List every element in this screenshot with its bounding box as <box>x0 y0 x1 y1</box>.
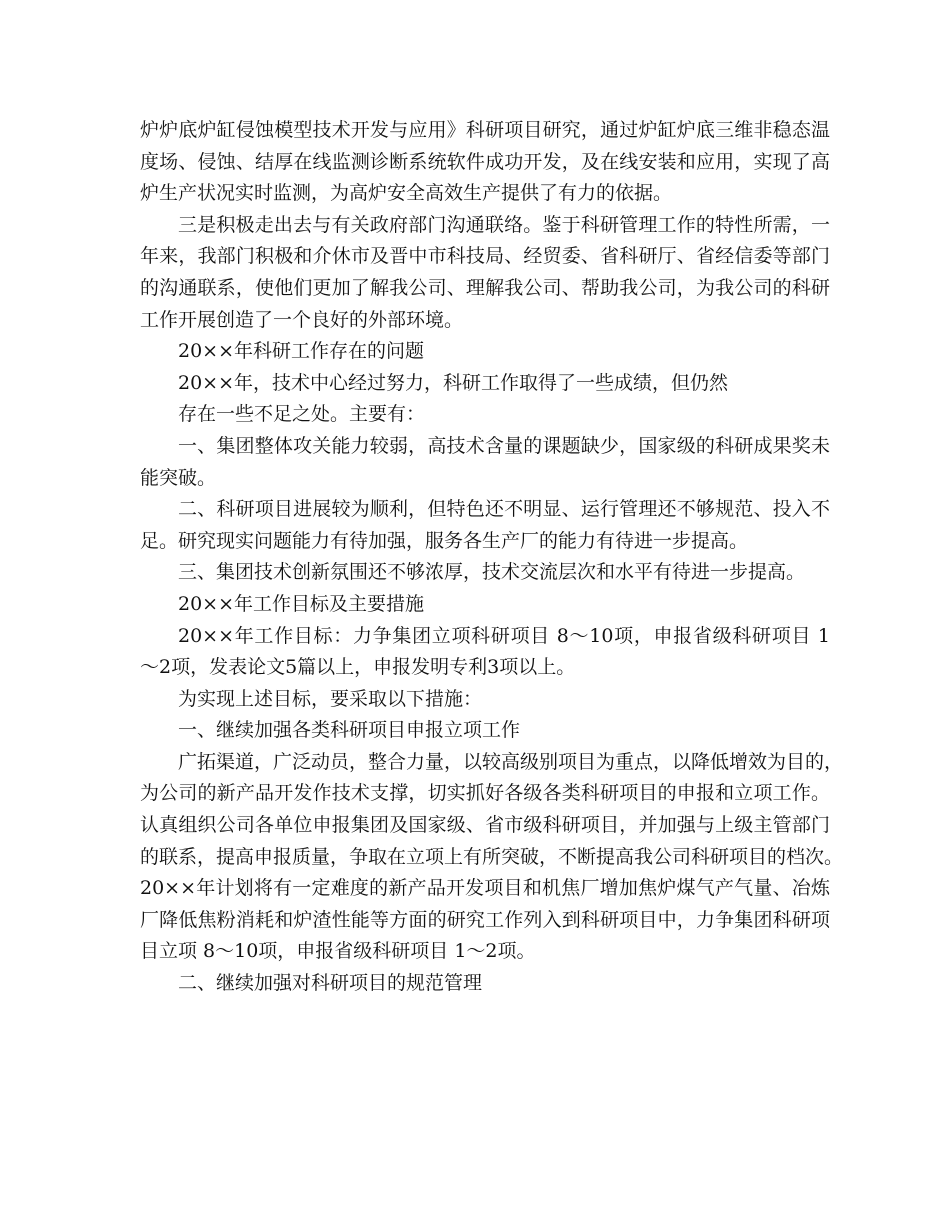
section-heading: 二、继续加强对科研项目的规范管理 <box>178 972 483 995</box>
text-line: 厂降低焦粉消耗和炉渣性能等方面的研究工作列入到科研项目中，力争集团科研项 <box>140 908 830 931</box>
text-line: 为公司的新产品开发作技术支撑，切实抓好各级各类科研项目的申报和立项工作。 <box>140 782 830 805</box>
text-line: 年来，我部门积极和介休市及晋中市科技局、经贸委、省科研厅、省经信委等部门 <box>140 245 830 268</box>
text-line: 足。研究现实问题能力有待加强，服务各生产厂的能力有待进一步提高。 <box>140 529 749 552</box>
section-heading: 20××年工作目标及主要措施 <box>178 592 425 615</box>
text-line: 能突破。 <box>140 466 217 489</box>
text-line: 广拓渠道，广泛动员，整合力量，以较高级别项目为重点，以降低增效为目的， <box>178 750 844 773</box>
text-line: 的联系，提高申报质量，争取在立项上有所突破，不断提高我公司科研项目的档次。 <box>140 845 844 868</box>
text-line: 二、科研项目进展较为顺利，但特色还不明显、运行管理还不够规范、投入不 <box>178 498 830 521</box>
section-heading: 20××年科研工作存在的问题 <box>178 340 425 363</box>
text-line: ～2项，发表论文5篇以上，申报发明专利3项以上。 <box>140 656 576 679</box>
text-line: 20××年，技术中心经过努力，科研工作取得了一些成绩，但仍然 <box>178 371 729 394</box>
section-heading: 一、继续加强各类科研项目申报立项工作 <box>178 719 521 742</box>
text-line: 目立项 8～10项，申报省级科研项目 1～2项。 <box>140 940 536 963</box>
text-line: 炉炉底炉缸侵蚀模型技术开发与应用》科研项目研究，通过炉缸炉底三维非稳态温 <box>140 119 830 141</box>
text-line: 认真组织公司各单位申报集团及国家级、省市级科研项目，并加强与上级主管部门 <box>140 814 830 837</box>
text-line: 三是积极走出去与有关政府部门沟通联络。鉴于科研管理工作的特性所需，一 <box>178 213 830 236</box>
text-line: 度场、侵蚀、结厚在线监测诊断系统软件成功开发，及在线安装和应用，实现了高 <box>140 150 830 173</box>
text-line: 的沟通联系，使他们更加了解我公司、理解我公司、帮助我公司，为我公司的科研 <box>140 276 830 299</box>
text-line: 工作开展创造了一个良好的外部环境。 <box>140 308 464 331</box>
text-line: 为实现上述目标，要采取以下措施： <box>178 687 483 710</box>
text-line: 三、集团技术创新氛围还不够浓厚，技术交流层次和水平有待进一步提高。 <box>178 561 806 584</box>
document-body <box>140 115 844 1000</box>
text-line: 炉生产状况实时监测，为高炉安全高效生产提供了有力的依据。 <box>140 182 673 205</box>
text-line: 20××年计划将有一定难度的新产品开发项目和机焦厂增加焦炉煤气产气量、冶炼 <box>140 877 830 900</box>
text-line: 一、集团整体攻关能力较弱，高技术含量的课题缺少，国家级的科研成果奖未 <box>178 434 830 457</box>
text-line: 20××年工作目标：力争集团立项科研项目 8～10项，申报省级科研项目 1 <box>178 624 830 647</box>
text-line: 存在一些不足之处。主要有： <box>178 403 426 426</box>
